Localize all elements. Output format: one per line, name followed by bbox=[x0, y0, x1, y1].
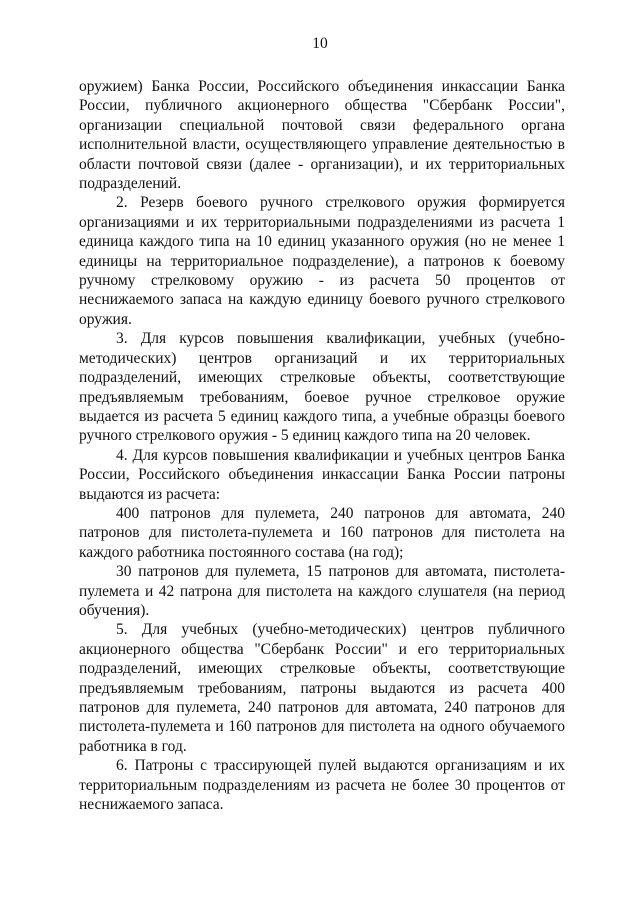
document-body bbox=[79, 77, 565, 814]
paragraph-4-students: 30 патронов для пулемета, 15 патронов для автомата, пистолета-пулемета и 42 патрона для пистолета на каждого слушателя (на период обучения). bbox=[79, 563, 565, 619]
paragraph-4-bank-training: 4. Для курсов повышения квалификации и учебных центров Банка России, Российского объединения инкассации Банка России патроны выдаются из расчета: bbox=[79, 446, 565, 503]
paragraph-2-reserve: 2. Резерв боевого ручного стрелкового оружия формируется организациями и их территориальными подразделениями из расчета 1 единица каждого типа на 10 единиц указанного оружия (но не менее 1 единицы на территориальное подразделение), а патронов к боевому ручному стрелковому оружию - из расчета 50 процентов от неснижаемого запаса на каждую единицу боевого ручного стрелкового оружия. bbox=[79, 194, 565, 328]
paragraph-3-training-weapons: 3. Для курсов повышения квалификации, учебных (учебно-методических) центров организаций и их территориальных подразделений, имеющих стрелковые объекты, соответствующие предъявляемым требованиям, боевое ручное стрелковое оружие выдается из расчета 5 единиц каждого типа, а учебные образцы боевого ручного стрелкового оружия - 5 единиц каждого типа на 20 человек. bbox=[79, 330, 565, 445]
paragraph-4-permanent-staff: 400 патронов для пулемета, 240 патронов для автомата, 240 патронов для пистолета-пулемета и 160 патронов для пистолета на каждого работника постоянного состава (на год); bbox=[79, 504, 565, 561]
paragraph-5-sberbank-training: 5. Для учебных (учебно-методических) центров публичного акционерного общества "Сбербанк России" и его территориальных подразделений, имеющих стрелковые объекты, соответствующие предъявляемым требованиям, патроны выдаются из расчета 400 патронов для пулемета, 240 патронов для автомата, 240 патронов для пистолета-пулемета и 160 патронов для пистолета на одного обучаемого работника в год. bbox=[79, 621, 565, 755]
paragraph-6-tracer-rounds: 6. Патроны с трассирующей пулей выдаются организациям и их территориальным подразделениям из расчета не более 30 процентов от неснижаемого запаса. bbox=[79, 757, 565, 814]
paragraph-continued: оружием) Банка России, Российского объединения инкассации Банка России, публичного акционерного общества "Сбербанк России", организации специальной почтовой связи федерального органа исполнительной власти, осуществляющего управление деятельностью в области почтовой связи (далее - организации), и их территориальных подразделений. bbox=[79, 78, 565, 193]
page-number: 10 bbox=[312, 35, 328, 52]
